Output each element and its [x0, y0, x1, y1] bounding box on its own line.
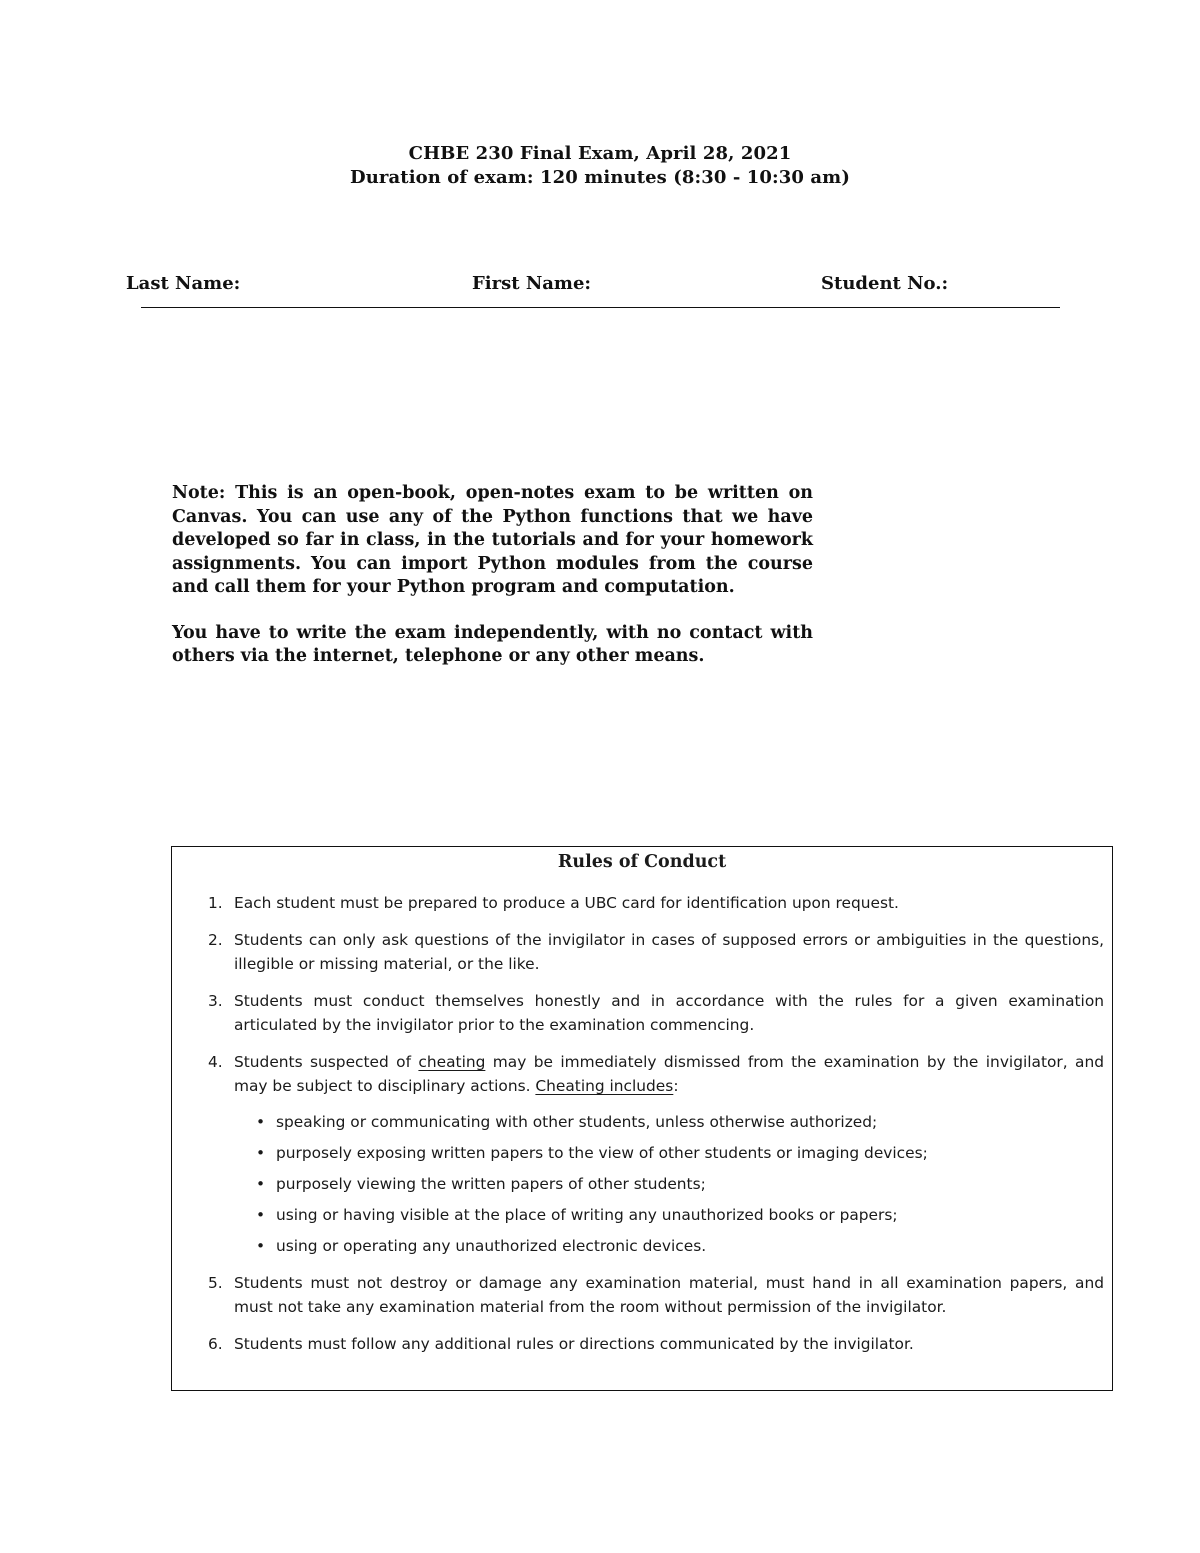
rule-number: 6.: [208, 1335, 223, 1353]
rule-text-part: may be immediately dismissed from the examination by the invigilator, and may be subject to disciplinary actions.: [234, 1053, 1104, 1095]
rule-text-part: :: [673, 1077, 679, 1095]
exam-title: CHBE 230 Final Exam, April 28, 2021: [408, 143, 792, 164]
cheating-example-text: speaking or communicating with other students, unless otherwise authorized;: [276, 1113, 878, 1131]
rule-number: 4.: [208, 1053, 223, 1071]
cheating-example-text: purposely exposing written papers to the view of other students or imaging devices;: [276, 1144, 928, 1162]
exam-note: [172, 482, 813, 669]
exam-header: [0, 142, 1200, 190]
bullet-icon: •: [256, 1237, 266, 1255]
bullet-icon: •: [256, 1144, 266, 1162]
cheating-example: [254, 1110, 1104, 1134]
cheating-example: [254, 1172, 1104, 1196]
bullet-icon: •: [256, 1206, 266, 1224]
first-name-label: First Name:: [472, 273, 592, 294]
student-number-label: Student No.:: [821, 273, 949, 294]
note-paragraph-independent: You have to write the exam independently, with no contact with others via the internet, telephone or any other means.: [172, 622, 813, 666]
cheating-example-text: purposely viewing the written papers of other students;: [276, 1175, 706, 1193]
last-name-label: Last Name:: [126, 273, 241, 294]
bullet-icon: •: [256, 1113, 266, 1131]
rule-number: 1.: [208, 894, 223, 912]
rules-of-conduct-box: [171, 846, 1113, 1391]
cheating-example: [254, 1234, 1104, 1258]
cheating-examples-list: [234, 1110, 1104, 1258]
cheating-includes-term: Cheating includes: [535, 1077, 674, 1095]
rule-text: Students must conduct themselves honestly and in accordance with the rules for a given examination articulated by the invigilator prior to the examination commencing.: [234, 992, 1104, 1034]
rule-item: [202, 1271, 1104, 1319]
rule-item: [202, 891, 1104, 915]
rule-text: Students can only ask questions of the invigilator in cases of supposed errors or ambiguities in the questions, illegible or missing material, or the like.: [234, 931, 1104, 973]
rule-item: [202, 989, 1104, 1037]
rule-number: 2.: [208, 931, 223, 949]
cheating-example: [254, 1141, 1104, 1165]
rule-text: Each student must be prepared to produce a UBC card for identification upon request.: [234, 894, 899, 912]
rule-item: [202, 1332, 1104, 1356]
exam-duration: Duration of exam: 120 minutes (8:30 - 10:30 am): [350, 167, 850, 188]
student-info-underline: [141, 307, 1060, 308]
note-paragraph-open-book: Note: This is an open-book, open-notes exam to be written on Canvas. You can use any of the Python functions that we have developed so far in class, in the tutorials and for your homework assignments. You can import Python modules from the course and call them for your Python program and computation.: [172, 483, 813, 597]
rule-text: Students must not destroy or damage any examination material, must hand in all examination papers, and must not take any examination material from the room without permission of the invigilator.: [234, 1274, 1104, 1316]
rule-item: [202, 928, 1104, 976]
rule-text: [234, 1053, 1104, 1095]
cheating-term: cheating: [418, 1053, 486, 1071]
rules-title: Rules of Conduct: [557, 852, 727, 872]
rule-text: Students must follow any additional rules or directions communicated by the invigilator.: [234, 1335, 914, 1353]
bullet-icon: •: [256, 1175, 266, 1193]
cheating-example: [254, 1203, 1104, 1227]
rule-text-part: Students suspected of: [234, 1053, 419, 1071]
rule-item-cheating: [202, 1050, 1104, 1258]
student-info-row: [0, 273, 1200, 299]
rule-number: 3.: [208, 992, 223, 1010]
rule-number: 5.: [208, 1274, 223, 1292]
cheating-example-text: using or operating any unauthorized electronic devices.: [276, 1237, 707, 1255]
rules-list: [202, 891, 1104, 1369]
cheating-example-text: using or having visible at the place of writing any unauthorized books or papers;: [276, 1206, 898, 1224]
